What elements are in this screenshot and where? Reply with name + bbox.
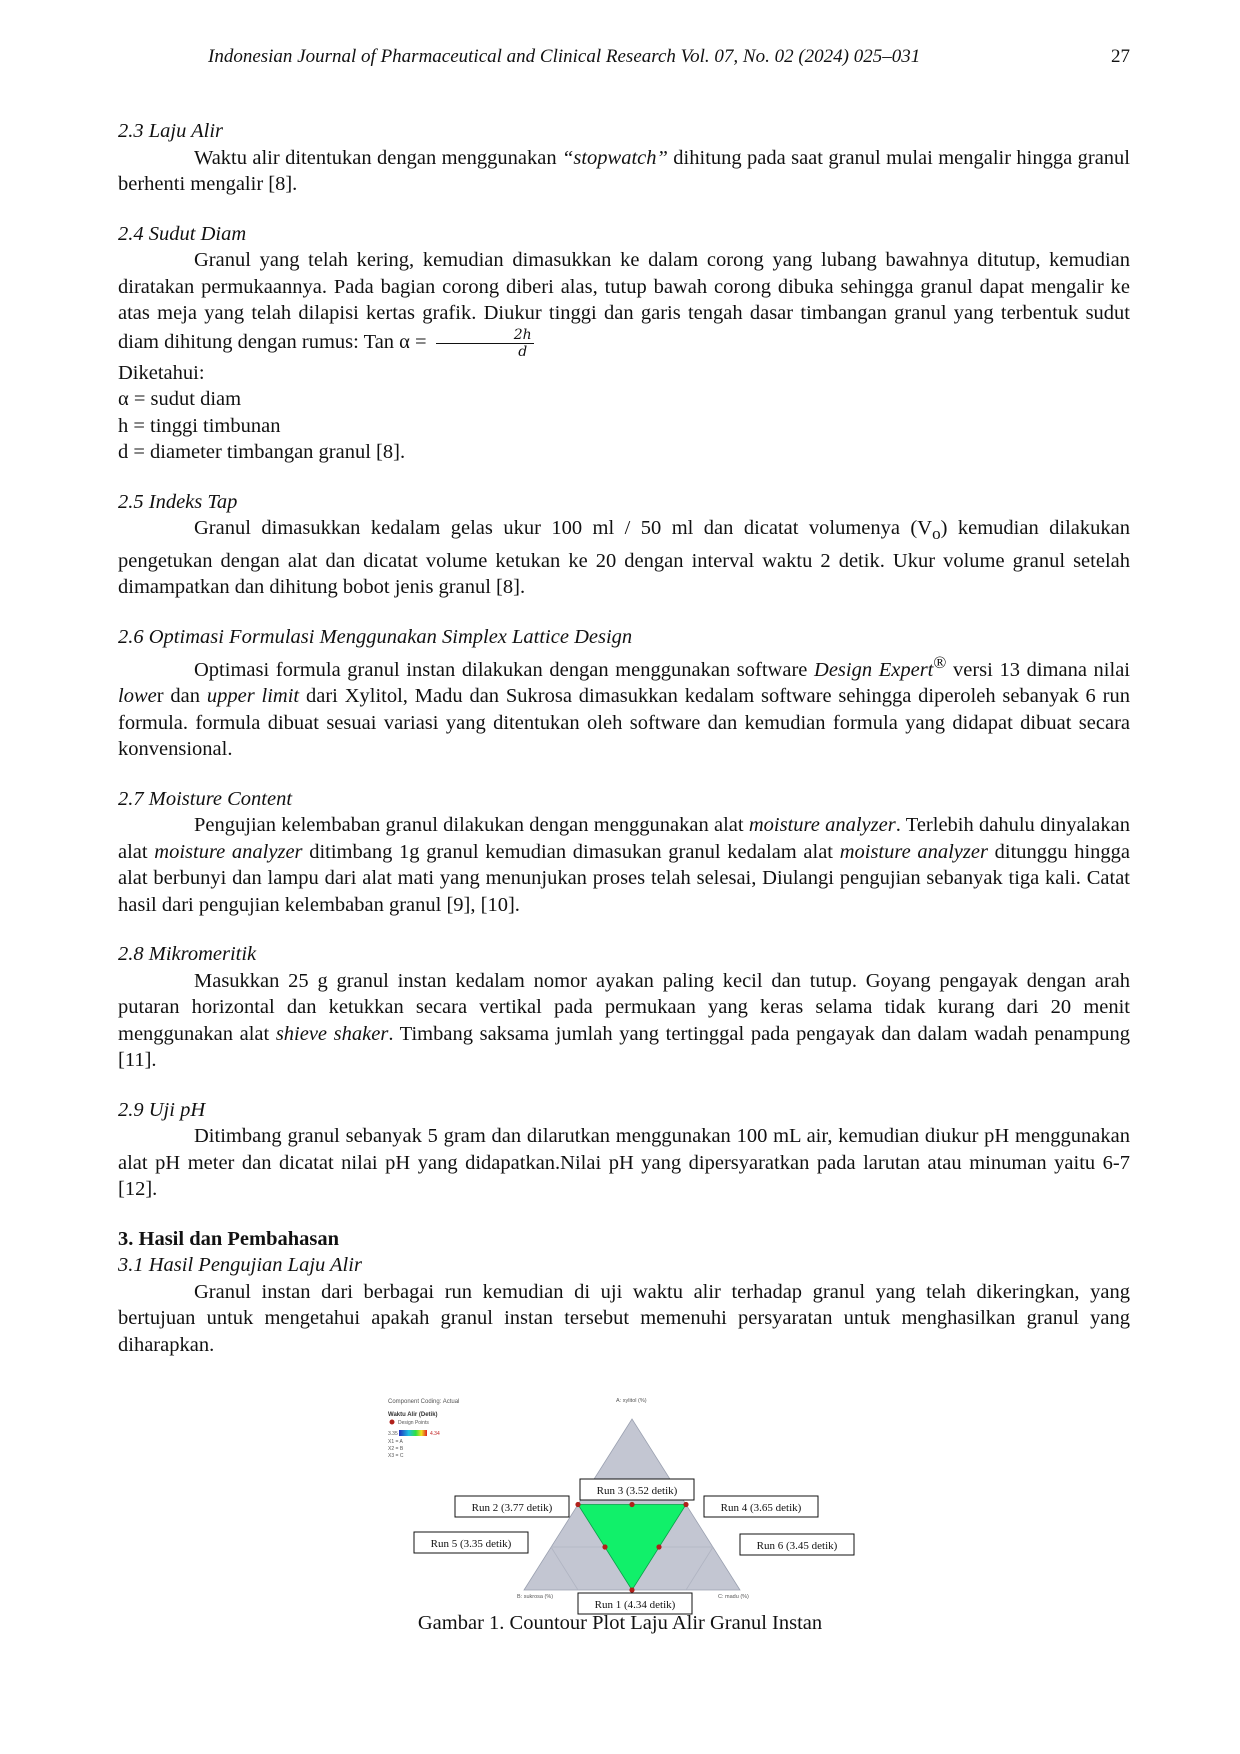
definition-line: α = sudut diam xyxy=(118,388,242,410)
section-3 xyxy=(118,1226,1130,1359)
run1-label: Run 1 (4.34 detik) xyxy=(594,1599,676,1611)
paragraph: Ditimbang granul sebanyak 5 gram dan dilarutkan menggunakan 100 mL air, kemudian diukur pH menggunakan alat pH meter dan dicatat nilai pH yang didapatkan.Nilai pH yang dipersyaratkan pada larutan atau minuman yaitu 6-7 [12]. xyxy=(118,1125,1130,1201)
section-heading: 2.5 Indeks Tap xyxy=(118,490,238,513)
formula-fraction xyxy=(436,327,534,360)
section-heading: 2.9 Uji pH xyxy=(118,1098,206,1121)
text: Waktu alir ditentukan dengan menggunakan xyxy=(194,146,562,169)
section-heading: 2.7 Moisture Content xyxy=(118,787,293,810)
axis-label-top: A: xylitol (%) xyxy=(616,1398,647,1404)
text-italic: upper limit xyxy=(206,685,300,708)
text-italic: “stopwatch” xyxy=(561,146,668,169)
section-heading: 2.4 Sudut Diam xyxy=(118,222,247,245)
journal-title: Indonesian Journal of Pharmaceutical and Clinical Research Vol. 07, No. 02 (2024) 025–031 xyxy=(208,46,921,67)
text: ) kemudian dilakukan pengetukan dengan alat dan dicatat volume ketukan ke 20 dengan interval waktu 2 detik. Ukur volume granul setelah dimampatkan dan dihitung bobot jenis granul [8]. xyxy=(118,517,1130,599)
legend-response: Waktu Alir (Detik) xyxy=(388,1412,438,1418)
axis-label-left: B: sukrosa (%) xyxy=(517,1594,554,1600)
text: Optimasi formula granul instan dilakukan dengan menggunakan software xyxy=(194,658,815,681)
design-point xyxy=(575,1502,580,1507)
text-italic: Design Expert xyxy=(814,658,934,681)
run3-label: Run 3 (3.52 detik) xyxy=(596,1485,678,1497)
text-italic: moisture analyzer xyxy=(748,814,896,837)
section-heading: 2.8 Mikromeritik xyxy=(118,943,257,966)
legend-title: Component Coding: Actual xyxy=(388,1399,460,1405)
page-number: 27 xyxy=(1111,46,1130,67)
text: r dan xyxy=(156,685,207,708)
paragraph xyxy=(118,812,1130,918)
figure-caption: Gambar 1. Countour Plot Laju Alir Granul Instan xyxy=(417,1612,823,1634)
section-2-3 xyxy=(118,118,1130,198)
legend-max: 4.34 xyxy=(430,1431,440,1437)
fraction-denominator: d xyxy=(518,343,528,360)
definition-line: h = tinggi timbunan xyxy=(118,414,281,437)
section-2-9 xyxy=(118,1097,1130,1203)
legend-x1: X1 = A xyxy=(388,1439,403,1445)
section-2-4 xyxy=(118,221,1130,466)
text-italic: moisture analyzer xyxy=(839,840,988,863)
design-point xyxy=(629,1587,634,1592)
superscript: ® xyxy=(933,653,947,673)
paragraph xyxy=(118,968,1130,1074)
subsection-heading: 3.1 Hasil Pengujian Laju Alir xyxy=(118,1254,362,1277)
design-point xyxy=(683,1502,688,1507)
text: versi 13 dimana nilai xyxy=(946,658,1130,681)
figure-contour-plot xyxy=(0,1390,1240,1630)
run2-label: Run 2 (3.77 detik) xyxy=(471,1502,553,1514)
section-heading: 2.3 Laju Alir xyxy=(118,120,223,142)
legend-point-icon xyxy=(390,1420,395,1425)
paragraph xyxy=(118,247,1130,360)
paragraph xyxy=(118,145,1130,198)
paragraph xyxy=(118,650,1130,763)
axis-label-right: C: madu (%) xyxy=(718,1594,749,1600)
design-point xyxy=(629,1502,634,1507)
section-2-5 xyxy=(118,489,1130,601)
text-italic: shieve shaker xyxy=(275,1022,389,1045)
page-body xyxy=(118,118,1130,1381)
text: Granul dimasukkan kedalam gelas ukur 100 ml / 50 ml dan dicatat volumenya (V xyxy=(194,517,933,539)
text: Masukkan 25 g granul instan kedalam nomor ayakan paling kecil dan tutup. Goyang pengayak dengan arah putaran horizontal dan ketukkan secara vertikal pada permukaan yang keras selama tidak kurang dari 20 menit menggunakan alat xyxy=(118,969,1130,1045)
design-point xyxy=(602,1544,607,1549)
known-label: Diketahui: xyxy=(118,361,205,384)
legend-x2: X2 = B xyxy=(388,1446,404,1452)
text: ditimbang 1g granul kemudian dimasukan granul kedalam alat xyxy=(302,840,840,863)
text: Pengujian kelembaban granul dilakukan dengan menggunakan alat xyxy=(194,814,749,837)
legend-points-label: Design Points xyxy=(398,1420,429,1426)
section-2-8 xyxy=(118,941,1130,1074)
text-italic: lowe xyxy=(118,685,157,708)
text-italic: moisture analyzer xyxy=(154,840,303,863)
paragraph: Granul instan dari berbagai run kemudian di uji waktu alir terhadap granul yang telah dikeringkan, yang bertujuan untuk mengetahui apakah granul instan tersebut memenuhi persyaratan untuk menghasilkan granul yang diharapkan. xyxy=(118,1280,1130,1356)
run5-label: Run 5 (3.35 detik) xyxy=(430,1538,512,1550)
text: Granul yang telah kering, kemudian dimasukkan ke dalam corong yang lubang bawahnya ditutup, kemudian diratakan permukaannya. Pada bagian corong diberi alas, tutup bawah corong dibuka sehingga granul dapat mengalir ke atas meja yang telah dilapisi kertas grafik. Diukur tinggi dan garis tengah dasar timbangan granul yang terbentuk sudut diam dihitung dengan rumus: Tan α = xyxy=(118,249,1130,353)
subscript: o xyxy=(932,524,941,544)
contour-plot-svg xyxy=(0,1390,1240,1630)
section-2-7 xyxy=(118,786,1130,919)
text: . Timbang saksama jumlah yang tertinggal pada pengayak dan dalam wadah penampung [11]. xyxy=(118,1022,1130,1072)
text: . Terlebih dahulu dinyalakan alat xyxy=(118,814,1131,863)
section-heading: 2.6 Optimasi Formulasi Menggunakan Simplex Lattice Design xyxy=(118,625,633,648)
section-heading: 3. Hasil dan Pembahasan xyxy=(118,1227,339,1250)
design-point xyxy=(656,1544,661,1549)
definition-line: d = diameter timbangan granul [8]. xyxy=(118,441,406,463)
text: ditunggu hingga alat berbunyi dan lampu dari alat mati yang menunjukan proses telah selesai, Diulangi pengujian sebanyak tiga kali. Catat hasil dari pengujian kelembaban granul [9], [10]. xyxy=(118,840,1130,916)
run4-label: Run 4 (3.65 detik) xyxy=(720,1502,802,1514)
legend-min: 3.35 xyxy=(388,1431,398,1437)
legend-x3: X3 = C xyxy=(388,1453,404,1459)
fraction-numerator: 2h xyxy=(436,327,534,344)
text: dari Xylitol, Madu dan Sukrosa dimasukkan kedalam software sehingga diperoleh sebanyak 6 run formula. formula dibuat sesuai variasi yang ditentukan oleh software dan kemudian formula yang didapat dibuat secara konvensional. xyxy=(118,685,1130,761)
paragraph xyxy=(118,515,1130,601)
run6-label: Run 6 (3.45 detik) xyxy=(756,1540,838,1552)
text: dihitung pada saat granul mulai mengalir hingga granul berhenti mengalir [8]. xyxy=(118,146,1130,195)
section-2-6 xyxy=(118,624,1130,763)
color-bar xyxy=(399,1430,427,1436)
